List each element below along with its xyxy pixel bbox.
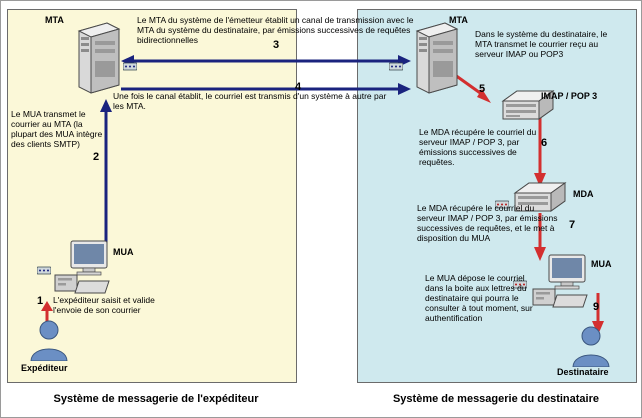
step-number-7: 7 bbox=[569, 219, 576, 231]
step-text-6: Le MDA récupére le courriel du serveur IMAP / POP 3, par émissions successives de requêtes. bbox=[419, 127, 537, 168]
device-label-mta-receiver: MTA bbox=[449, 15, 468, 25]
device-label-mua-sender: MUA bbox=[113, 247, 134, 257]
device-label-imap-pop3: IMAP / POP 3 bbox=[541, 91, 598, 101]
step-number-2: 2 bbox=[93, 151, 100, 163]
step-number-4: 4 bbox=[295, 81, 302, 93]
step-number-6: 6 bbox=[541, 137, 548, 149]
device-label-mda: MDA bbox=[573, 189, 594, 199]
step-number-5: 5 bbox=[479, 83, 486, 95]
arrow-step-5 bbox=[453, 73, 493, 107]
step-text-7: Le MDA récupére le courriel du serveur IMAP / POP 3, par émissions successives de requêtes, et le met à disposition du MUA bbox=[417, 203, 558, 244]
network-icon-1 bbox=[123, 59, 137, 71]
step-number-9: 9 bbox=[593, 301, 600, 313]
arrow-step-3 bbox=[121, 53, 411, 69]
step-text-3: Le MTA du système de l'émetteur établit un canal de transmission avec le MTA du système du destinataire, par émissions successives de requêtes bidirectionnelles bbox=[137, 15, 414, 46]
device-label-mta-sender: MTA bbox=[45, 15, 64, 25]
device-label-mua-receiver: MUA bbox=[591, 259, 612, 269]
step-text-5: Dans le système du destinataire, le MTA transmet le courrier reçu au serveur IMAP ou POP3 bbox=[475, 29, 608, 60]
person-sender bbox=[27, 319, 71, 361]
device-mua-sender bbox=[53, 239, 113, 297]
step-text-2: Le MUA transmet le courrier au MTA (la plupart des MUA intègre des clients SMTP) bbox=[11, 109, 103, 150]
step-text-4: Une fois le canal établit, le courriel est transmis d'un système à autre par les MTA. bbox=[113, 91, 387, 112]
person-receiver bbox=[569, 325, 613, 367]
device-mta-sender bbox=[73, 21, 121, 95]
label-receiver-person: Destinataire bbox=[557, 367, 609, 377]
caption-sender-system: Système de messagerie de l'expéditeur bbox=[53, 393, 259, 405]
step-text-9: Le MUA dépose le courriel dans la boite aux lettres du destinataire qui pourra le consulter à tout moment, sur authentification bbox=[425, 273, 533, 324]
step-number-1: 1 bbox=[37, 295, 44, 307]
step-number-3: 3 bbox=[273, 39, 280, 51]
caption-receiver-system: Système de messagerie du destinataire bbox=[392, 393, 600, 405]
label-sender-person: Expéditeur bbox=[21, 363, 68, 373]
network-icon-3 bbox=[37, 263, 51, 275]
network-icon-2 bbox=[389, 59, 403, 71]
step-text-1: L'expéditeur saisit et valide l'envoie de son courrier bbox=[53, 295, 155, 316]
